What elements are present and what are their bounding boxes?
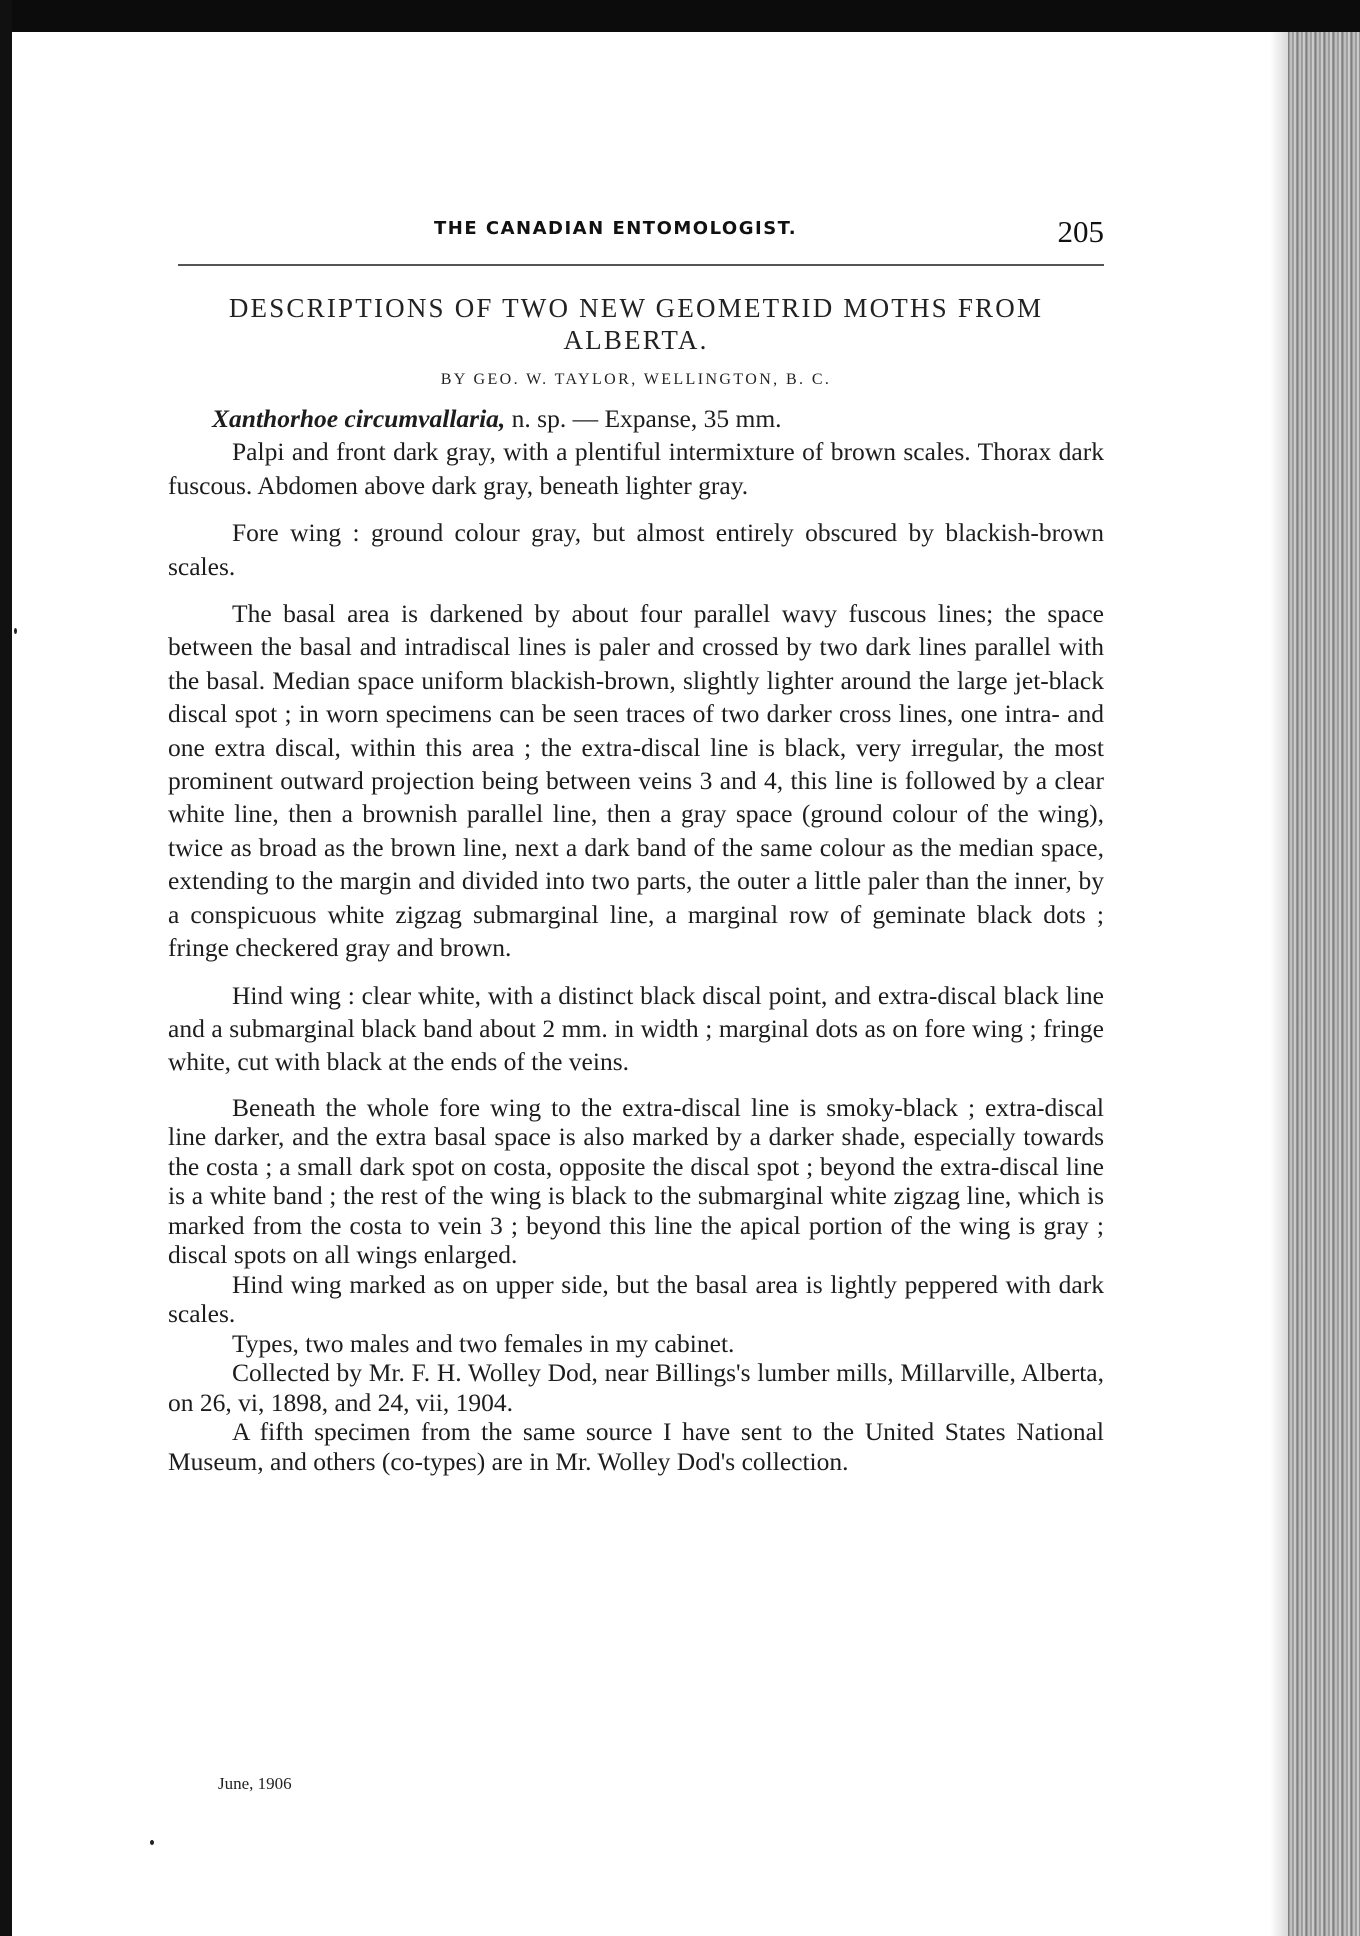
paragraph-types: Types, two males and two females in my cabinet. bbox=[232, 1328, 735, 1358]
paragraph-fifth-specimen: A fifth specimen from the same source I have sent to the United States National Museum, and others (co-types) are in Mr. Wolley Dod's collection. bbox=[168, 1417, 1104, 1476]
book-page-edges bbox=[1288, 32, 1360, 1936]
paragraph-fore-wing: Fore wing : ground colour gray, but almost entirely obscured by blackish-brown scales. bbox=[168, 518, 1104, 581]
running-title: THE CANADIAN ENTOMOLOGIST. bbox=[434, 218, 798, 239]
header-rule bbox=[178, 264, 1104, 266]
species-heading bbox=[168, 402, 1104, 435]
species-details: n. sp. — Expanse, 35 mm. bbox=[505, 404, 782, 433]
running-header bbox=[178, 214, 1104, 254]
paragraph-beneath: Beneath the whole fore wing to the extra-discal line is smoky-black ; extra-discal line darker, and the extra basal space is also marked by a darker shade, especially towards the costa ; a small dark spot on costa, opposite the discal spot ; beyond the extra-discal line is a white band ; the rest of the wing is black to the submarginal white zigzag line, which is marked from the costa to vein 3 ; beyond this line the apical portion of the wing is gray ; discal spots on all wings enlarged. bbox=[168, 1092, 1104, 1270]
paragraph-hind-wing: Hind wing : clear white, with a distinct black discal point, and extra-discal black line and a submarginal black band about 2 mm. in width ; marginal dots as on fore wing ; fringe white, cut with black at the ends of the veins. bbox=[168, 980, 1104, 1077]
paragraph-palpi: Palpi and front dark gray, with a plentiful intermixture of brown scales. Thorax dark fuscous. Abdomen above dark gray, beneath lighter gray. bbox=[168, 437, 1104, 500]
scan-speck bbox=[14, 628, 17, 634]
paragraph-collected: Collected by Mr. F. H. Wolley Dod, near Billings's lumber mills, Millarville, Alberta, on 26, vi, 1898, and 24, vii, 1904. bbox=[168, 1358, 1104, 1417]
scan-border-left bbox=[0, 0, 12, 1936]
dateline: June, 1906 bbox=[218, 1774, 292, 1793]
article-body bbox=[168, 402, 1104, 1476]
page-number: 205 bbox=[1057, 214, 1104, 249]
species-name: Xanthorhoe circumvallaria, bbox=[212, 404, 506, 433]
article-byline: BY GEO. W. TAYLOR, WELLINGTON, B. C. bbox=[440, 371, 832, 388]
article-title: DESCRIPTIONS OF TWO NEW GEOMETRID MOTHS FROM ALBERTA. bbox=[228, 293, 1044, 355]
paragraph-basal-area: The basal area is darkened by about four parallel wavy fuscous lines; the space between the basal and intradiscal lines is paler and crossed by two dark lines parallel with the basal. Median space uniform blackish-brown, slightly lighter around the large jet-black discal spot ; in worn specimens can be seen traces of two darker cross lines, one intra- and one extra discal, within this area ; the extra-discal line is black, very irregular, the most prominent outward projection being between veins 3 and 4, this line is followed by a clear white line, then a brownish parallel line, then a gray space (ground colour of the wing), twice as broad as the brown line, next a dark band of the same colour as the median space, extending to the margin and divided into two parts, the outer a little paler than the inner, by a conspicuous white zigzag submarginal line, a marginal row of geminate black dots ; fringe checkered gray and brown. bbox=[168, 599, 1104, 963]
scan-border-top bbox=[0, 0, 1360, 32]
paragraph-hind-wing-beneath: Hind wing marked as on upper side, but the basal area is lightly peppered with dark scales. bbox=[168, 1269, 1104, 1329]
scan-speck bbox=[150, 1840, 154, 1845]
page-gutter-shadow bbox=[1270, 32, 1288, 1936]
